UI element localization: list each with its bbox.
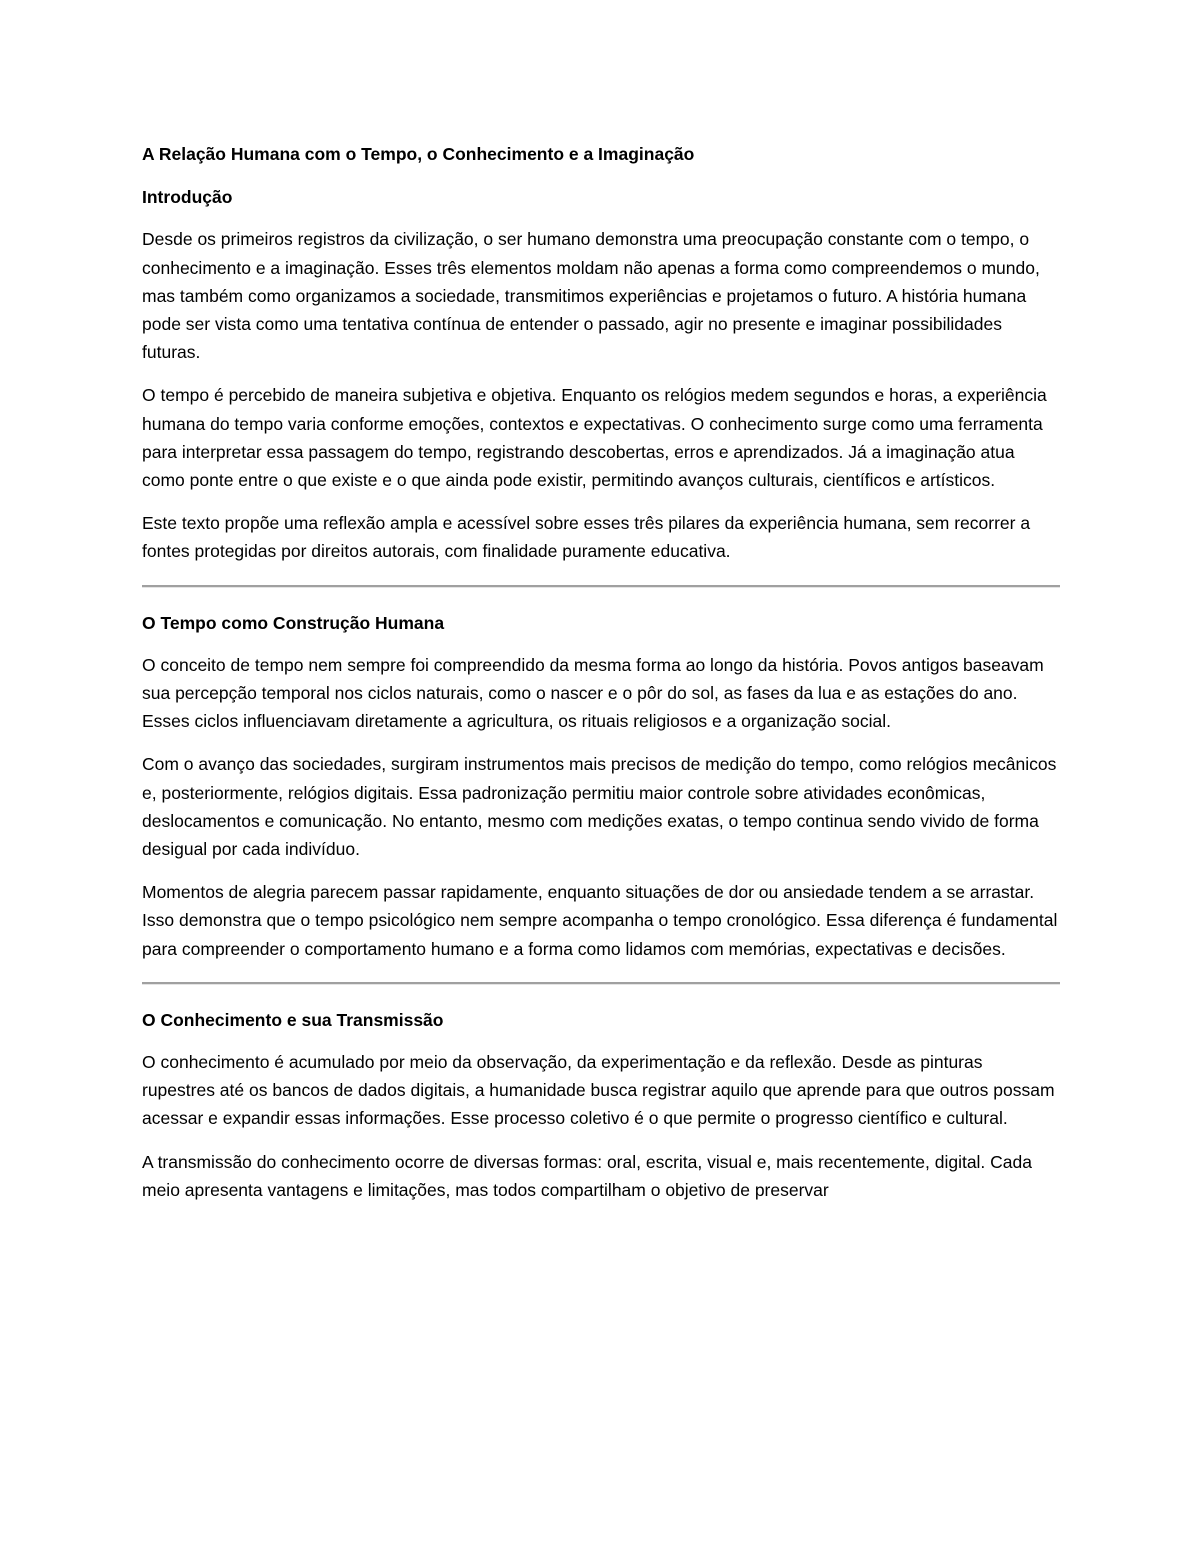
tempo-paragraph-2: Com o avanço das sociedades, surgiram instrumentos mais precisos de medição do tempo, como relógios mecânicos e, posteriormente, relógios digitais. Essa padronização permitiu maior controle sobre atividades econômicas, deslocamentos e comunicação. No entanto, mesmo com medições exatas, o tempo continua sendo vivido de forma desigual por cada indivíduo. <box>142 754 1057 860</box>
tempo-paragraph-3: Momentos de alegria parecem passar rapidamente, enquanto situações de dor ou ansiedade tendem a se arrastar. Isso demonstra que o tempo psicológico nem sempre acompanha o tempo cronológico. Essa diferença é fundamental para compreender o comportamento humano e a forma como lidamos com memórias, expectativas e decisões. <box>142 882 1058 959</box>
intro-paragraph-3: Este texto propõe uma reflexão ampla e acessível sobre esses três pilares da experiência humana, sem recorrer a fontes protegidas por direitos autorais, com finalidade puramente educativa. <box>142 513 1031 562</box>
conhecimento-paragraph-2: A transmissão do conhecimento ocorre de diversas formas: oral, escrita, visual e, mais recentemente, digital. Cada meio apresenta vantagens e limitações, mas todos compartilham o objetivo de preservar <box>142 1151 1032 1200</box>
tempo-section-heading: O Tempo como Construção Humana <box>142 612 445 633</box>
section-divider <box>142 982 1060 985</box>
intro-heading: Introdução <box>142 187 233 208</box>
tempo-paragraph-1: O conceito de tempo nem sempre foi compreendido da mesma forma ao longo da história. Povos antigos baseavam sua percepção temporal nos ciclos naturais, como o nascer e o pôr do sol, as fases da lua e as estações do ano. Esses ciclos influenciavam diretamente a agricultura, os rituais religiosos e a organização social. <box>142 654 1044 732</box>
document-title: A Relação Humana com o Tempo, o Conhecimento e a Imaginação <box>142 144 695 164</box>
section-divider <box>142 585 1060 588</box>
conhecimento-section-heading: O Conhecimento e sua Transmissão <box>142 1009 444 1030</box>
document-page <box>142 140 1060 1219</box>
intro-paragraph-2: O tempo é percebido de maneira subjetiva e objetiva. Enquanto os relógios medem segundos e horas, a experiência humana do tempo varia conforme emoções, contextos e expectativas. O conhecimento surge como uma ferramenta para interpretar essa passagem do tempo, registrando descobertas, erros e aprendizados. Já a imaginação atua como ponte entre o que existe e o que ainda pode existir, permitindo avanços culturais, científicos e artísticos. <box>142 385 1047 491</box>
intro-paragraph-1: Desde os primeiros registros da civilização, o ser humano demonstra uma preocupação constante com o tempo, o conhecimento e a imaginação. Esses três elementos moldam não apenas a forma como compreendemos o mundo, mas também como organizamos a sociedade, transmitimos experiências e projetamos o futuro. A história humana pode ser vista como uma tentativa contínua de entender o passado, agir no presente e imaginar possibilidades futuras. <box>142 229 1040 363</box>
conhecimento-paragraph-1: O conhecimento é acumulado por meio da observação, da experimentação e da reflexão. Desde as pinturas rupestres até os bancos de dados digitais, a humanidade busca registrar aquilo que aprende para que outros possam acessar e expandir essas informações. Esse processo coletivo é o que permite o progresso científico e cultural. <box>142 1052 1055 1129</box>
